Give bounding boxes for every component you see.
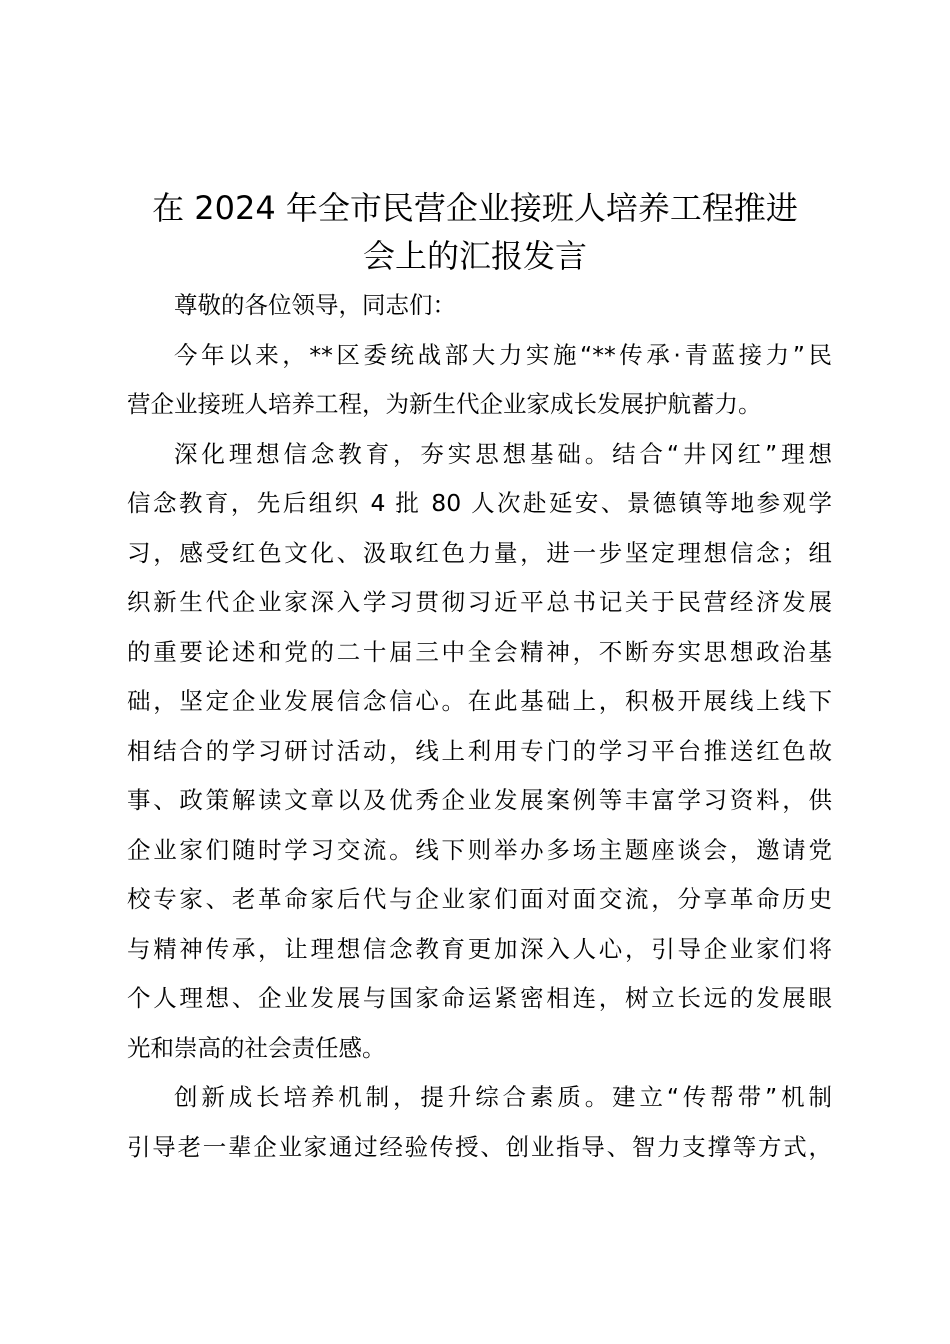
- paragraph-line: 企业家们随时学习交流。线下则举办多场主题座谈会，邀请党: [127, 835, 832, 864]
- paragraph-growth-mechanism: [127, 1073, 832, 1172]
- paragraph-line: 创新成长培养机制，提升综合素质。建立“传帮带”机制: [174, 1083, 832, 1111]
- paragraph-line: 础，坚定企业发展信念信心。在此基础上，积极开展线上线下: [127, 687, 832, 715]
- paragraph-line: 校专家、老革命家后代与企业家们面对面交流，分享革命历史: [127, 885, 832, 913]
- title-line: 在 2024 年全市民营企业接班人培养工程推进: [152, 189, 798, 227]
- paragraph-line: 引导老一辈企业家通过经验传授、创业指导、智力支撑等方式，: [127, 1132, 832, 1161]
- document-title: [100, 184, 850, 280]
- title-line: 会上的汇报发言: [362, 237, 587, 275]
- document-body: [127, 281, 832, 1172]
- paragraph-line: 与精神传承，让理想信念教育更加深入人心，引导企业家们将: [127, 934, 832, 963]
- paragraph-line: 事、政策解读文章以及优秀企业发展案例等丰富学习资料，供: [127, 786, 832, 814]
- salutation: [127, 281, 832, 331]
- paragraph-line: 个人理想、企业发展与国家命运紧密相连，树立长远的发展眼: [127, 984, 832, 1012]
- paragraph-line: 相结合的学习研讨活动，线上利用专门的学习平台推送红色故: [127, 736, 832, 765]
- paragraph-line: 的重要论述和党的二十届三中全会精神，不断夯实思想政治基: [127, 637, 832, 666]
- paragraph-line: 深化理想信念教育，夯实思想基础。结合“井冈红”理想: [174, 439, 832, 468]
- paragraph-ideals-education: [127, 430, 832, 1074]
- salutation-line: 尊敬的各位领导，同志们：: [174, 291, 456, 319]
- paragraph-line: 光和崇高的社会责任感。: [127, 1033, 386, 1062]
- paragraph-intro: [127, 331, 832, 430]
- paragraph-line: 今年以来，**区委统战部大力实施“**传承·青蓝接力”民: [174, 340, 832, 369]
- paragraph-line: 信念教育，先后组织 4 批 80 人次赴延安、景德镇等地参观学: [127, 489, 832, 517]
- paragraph-line: 织新生代企业家深入学习贯彻习近平总书记关于民营经济发展: [127, 588, 832, 616]
- paragraph-line: 习，感受红色文化、汲取红色力量，进一步坚定理想信念；组: [127, 538, 832, 567]
- paragraph-line: 营企业接班人培养工程，为新生代企业家成长发展护航蓄力。: [127, 390, 762, 418]
